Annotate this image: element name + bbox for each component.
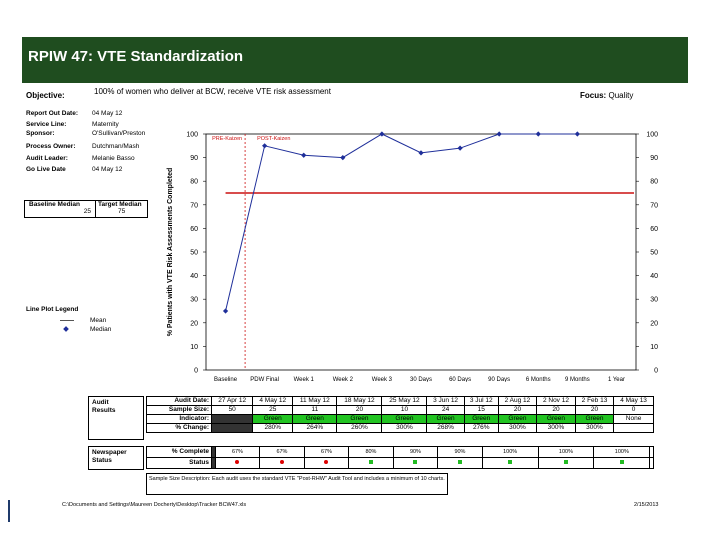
data-point: [497, 131, 502, 136]
audit-cell: 3 Jun 12: [427, 397, 464, 406]
x-tick-label: 60 Days: [449, 377, 472, 382]
audit-cell: 300%: [382, 424, 427, 433]
newspaper-cell: [438, 458, 483, 469]
audit-cell: 300%: [498, 424, 536, 433]
audit-cell: 280%: [253, 424, 293, 433]
newspaper-cell: [482, 458, 538, 469]
newspaper-status-label: Newspaper Status: [92, 449, 127, 464]
audit-cell: 0: [614, 406, 654, 415]
newspaper-cell: 67%: [260, 447, 305, 458]
newspaper-cell: [594, 458, 650, 469]
x-tick-label: Week 3: [371, 377, 393, 382]
audit-cell: 20: [537, 406, 576, 415]
y-tick-label-left: 40: [190, 273, 198, 281]
data-point: [418, 150, 423, 155]
file-path: C:\Documents and Settings\Maureen Docherty\Desktop\Tracker BCW47.xls: [62, 502, 247, 508]
audit-cell: 25: [253, 406, 293, 415]
audit-cell: 20: [575, 406, 613, 415]
data-point: [223, 308, 228, 313]
audit-cell: 50: [212, 406, 253, 415]
newspaper-cell: 90%: [438, 447, 483, 458]
status-green-square: [508, 460, 512, 464]
y-tick-label-left: 30: [190, 296, 198, 304]
y-tick-label-left: 0: [194, 367, 198, 375]
newspaper-cell: 67%: [304, 447, 349, 458]
newspaper-cell: 80%: [349, 447, 394, 458]
audit-results-section: [88, 396, 144, 440]
newspaper-cell: [349, 458, 394, 469]
focus-value: Quality: [608, 91, 634, 100]
audit-cell: 20: [337, 406, 382, 415]
audit-row-label: % Change:: [147, 424, 212, 433]
medians-box: [24, 200, 148, 218]
info-value: 04 May 12: [92, 166, 123, 173]
audit-cell: Green: [253, 415, 293, 424]
audit-cell: 276%: [464, 424, 498, 433]
newspaper-row-label: % Complete: [147, 447, 212, 458]
audit-cell: 260%: [337, 424, 382, 433]
audit-row-label: Audit Date:: [147, 397, 212, 406]
target-median-label: Target Median: [98, 201, 142, 208]
y-tick-label-left: 50: [190, 249, 198, 257]
audit-cell: 2 Feb 13: [575, 397, 613, 406]
audit-row-indicator: [147, 415, 654, 424]
target-median-value: 75: [118, 208, 126, 215]
newspaper-cell: 100%: [482, 447, 538, 458]
slide-edge-line: [8, 500, 10, 522]
sample-size-description: Sample Size Description: Each audit uses the standard VTE "Post-RHW" Audit Tool and includes a minimum of 10 charts.: [146, 473, 448, 495]
newspaper-cell: [304, 458, 349, 469]
objective-text: 100% of women who deliver at BCW, receive VTE risk assessment: [94, 87, 331, 96]
data-point: [457, 146, 462, 151]
baseline-median-value: 25: [83, 208, 91, 215]
newspaper-row-status: [147, 458, 654, 469]
y-tick-label-right: 0: [654, 367, 658, 375]
status-red-dot: [235, 460, 239, 464]
y-tick-label-right: 70: [650, 202, 658, 210]
newspaper-cell: [215, 458, 260, 469]
status-green-square: [620, 460, 624, 464]
audit-cell: 4 May 13: [614, 397, 654, 406]
audit-cell: 264%: [293, 424, 337, 433]
x-tick-label: 90 Days: [488, 377, 511, 382]
audit-cell: 2 Nov 12: [537, 397, 576, 406]
line-plot-legend: [24, 306, 146, 338]
plot-area: [206, 134, 636, 370]
y-tick-label-right: 30: [650, 296, 658, 304]
audit-cell: 27 Apr 12: [212, 397, 253, 406]
audit-cell: 4 May 12: [253, 397, 293, 406]
newspaper-cell: [650, 447, 654, 458]
audit-row-label: Indicator:: [147, 415, 212, 424]
audit-cell: Green: [293, 415, 337, 424]
audit-cell: 2 Aug 12: [498, 397, 536, 406]
x-tick-label: Baseline: [214, 377, 238, 382]
y-tick-label-right: 60: [650, 225, 658, 233]
newspaper-cell: [650, 458, 654, 469]
audit-cell: 300%: [575, 424, 613, 433]
y-tick-label-right: 50: [650, 249, 658, 257]
status-green-square: [458, 460, 462, 464]
audit-cell: Green: [537, 415, 576, 424]
info-key: Process Owner:: [26, 143, 76, 150]
y-tick-label-left: 80: [190, 178, 198, 186]
audit-cell: Green: [498, 415, 536, 424]
info-key: Service Line:: [26, 121, 67, 128]
audit-cell: Green: [427, 415, 464, 424]
legend-mean-swatch: [60, 320, 74, 321]
audit-cell: 25 May 12: [382, 397, 427, 406]
audit-cell: [614, 424, 654, 433]
data-point: [340, 155, 345, 160]
page-title: RPIW 47: VTE Standardization: [28, 48, 244, 65]
data-point: [262, 143, 267, 148]
title-banner: [22, 37, 688, 83]
data-point: [379, 131, 384, 136]
x-tick-label: 6 Months: [525, 377, 551, 382]
legend-mean-label: Mean: [90, 317, 107, 324]
audit-cell: Green: [337, 415, 382, 424]
audit-cell: 11: [293, 406, 337, 415]
audit-cell: None: [614, 415, 654, 424]
audit-cell: 10: [382, 406, 427, 415]
pre-kaizen-label: PRE-Kaizen: [212, 136, 243, 142]
newspaper-row-complete: [147, 447, 654, 458]
info-value: Maternity: [92, 121, 119, 128]
newspaper-cell: 67%: [215, 447, 260, 458]
baseline-median-cell: [25, 201, 96, 217]
x-tick-label: 9 Months: [565, 377, 590, 382]
y-tick-label-right: 20: [650, 320, 658, 328]
info-key: Audit Leader:: [26, 155, 68, 162]
audit-cell: [212, 424, 253, 433]
newspaper-cell: 100%: [594, 447, 650, 458]
newspaper-status-section: [88, 446, 144, 470]
x-tick-label: Week 1: [293, 377, 314, 382]
focus-label: [580, 91, 633, 100]
series-line: [226, 134, 578, 311]
newspaper-table: [146, 446, 654, 469]
y-tick-label-left: 10: [190, 343, 198, 351]
newspaper-cell: [393, 458, 438, 469]
vte-line-chart: [160, 120, 680, 382]
audit-cell: Green: [464, 415, 498, 424]
audit-cell: Green: [382, 415, 427, 424]
objective-label: Objective:: [26, 91, 65, 100]
legend-median-label: Median: [90, 326, 112, 333]
y-tick-label-right: 10: [650, 343, 658, 351]
info-value: Melanie Basso: [92, 155, 135, 162]
audit-row-change: [147, 424, 654, 433]
data-point: [575, 131, 580, 136]
baseline-median-label: Baseline Median: [29, 201, 80, 208]
audit-row-date: [147, 397, 654, 406]
audit-cell: 3 Jul 12: [464, 397, 498, 406]
audit-results-label: Audit Results: [92, 399, 116, 414]
focus-key: Focus:: [580, 91, 607, 100]
post-kaizen-label: POST-Kaizen: [257, 136, 291, 142]
info-value: O'Sullivan/Preston: [92, 130, 146, 137]
newspaper-cell: [260, 458, 305, 469]
audit-cell: 18 May 12: [337, 397, 382, 406]
y-axis-label: % Patients with VTE Risk Assessments Completed: [167, 167, 174, 337]
status-red-dot: [324, 460, 328, 464]
y-tick-label-left: 100: [186, 131, 198, 139]
newspaper-row-label: Status: [147, 458, 212, 469]
x-tick-label: Week 2: [332, 377, 353, 382]
status-red-dot: [280, 460, 284, 464]
x-tick-label: PDW Final: [250, 377, 279, 382]
info-key: Sponsor:: [26, 130, 55, 137]
audit-cell: 268%: [427, 424, 464, 433]
y-tick-label-right: 90: [650, 155, 658, 163]
target-median-cell: [96, 201, 147, 217]
data-point: [536, 131, 541, 136]
legend-title: Line Plot Legend: [26, 306, 79, 313]
y-tick-label-right: 40: [650, 273, 658, 281]
status-green-square: [564, 460, 568, 464]
audit-cell: 20: [498, 406, 536, 415]
info-key: Go Live Date: [26, 166, 66, 173]
y-tick-label-right: 80: [650, 178, 658, 186]
y-tick-label-left: 20: [190, 320, 198, 328]
info-value: 04 May 12: [92, 110, 123, 117]
audit-row-label: Sample Size:: [147, 406, 212, 415]
audit-cell: 300%: [537, 424, 576, 433]
audit-cell: 11 May 12: [293, 397, 337, 406]
y-tick-label-left: 60: [190, 225, 198, 233]
status-green-square: [413, 460, 417, 464]
audit-table: [146, 396, 654, 433]
audit-cell: 24: [427, 406, 464, 415]
audit-cell: Green: [575, 415, 613, 424]
newspaper-cell: [538, 458, 594, 469]
audit-cell: 15: [464, 406, 498, 415]
audit-cell: [212, 415, 253, 424]
y-tick-label-left: 90: [190, 155, 198, 163]
info-value: Dutchman/Mash: [92, 143, 140, 150]
newspaper-cell: 100%: [538, 447, 594, 458]
y-tick-label-right: 100: [646, 131, 658, 139]
x-tick-label: 1 Year: [607, 377, 625, 382]
footer-date: 2/15/2013: [634, 502, 659, 508]
x-tick-label: 30 Days: [409, 377, 433, 382]
newspaper-cell: 90%: [393, 447, 438, 458]
data-point: [301, 153, 306, 158]
info-key: Report Out Date:: [26, 110, 78, 117]
audit-row-size: [147, 406, 654, 415]
status-green-square: [369, 460, 373, 464]
legend-median-swatch: [63, 326, 69, 332]
y-tick-label-left: 70: [190, 202, 198, 210]
